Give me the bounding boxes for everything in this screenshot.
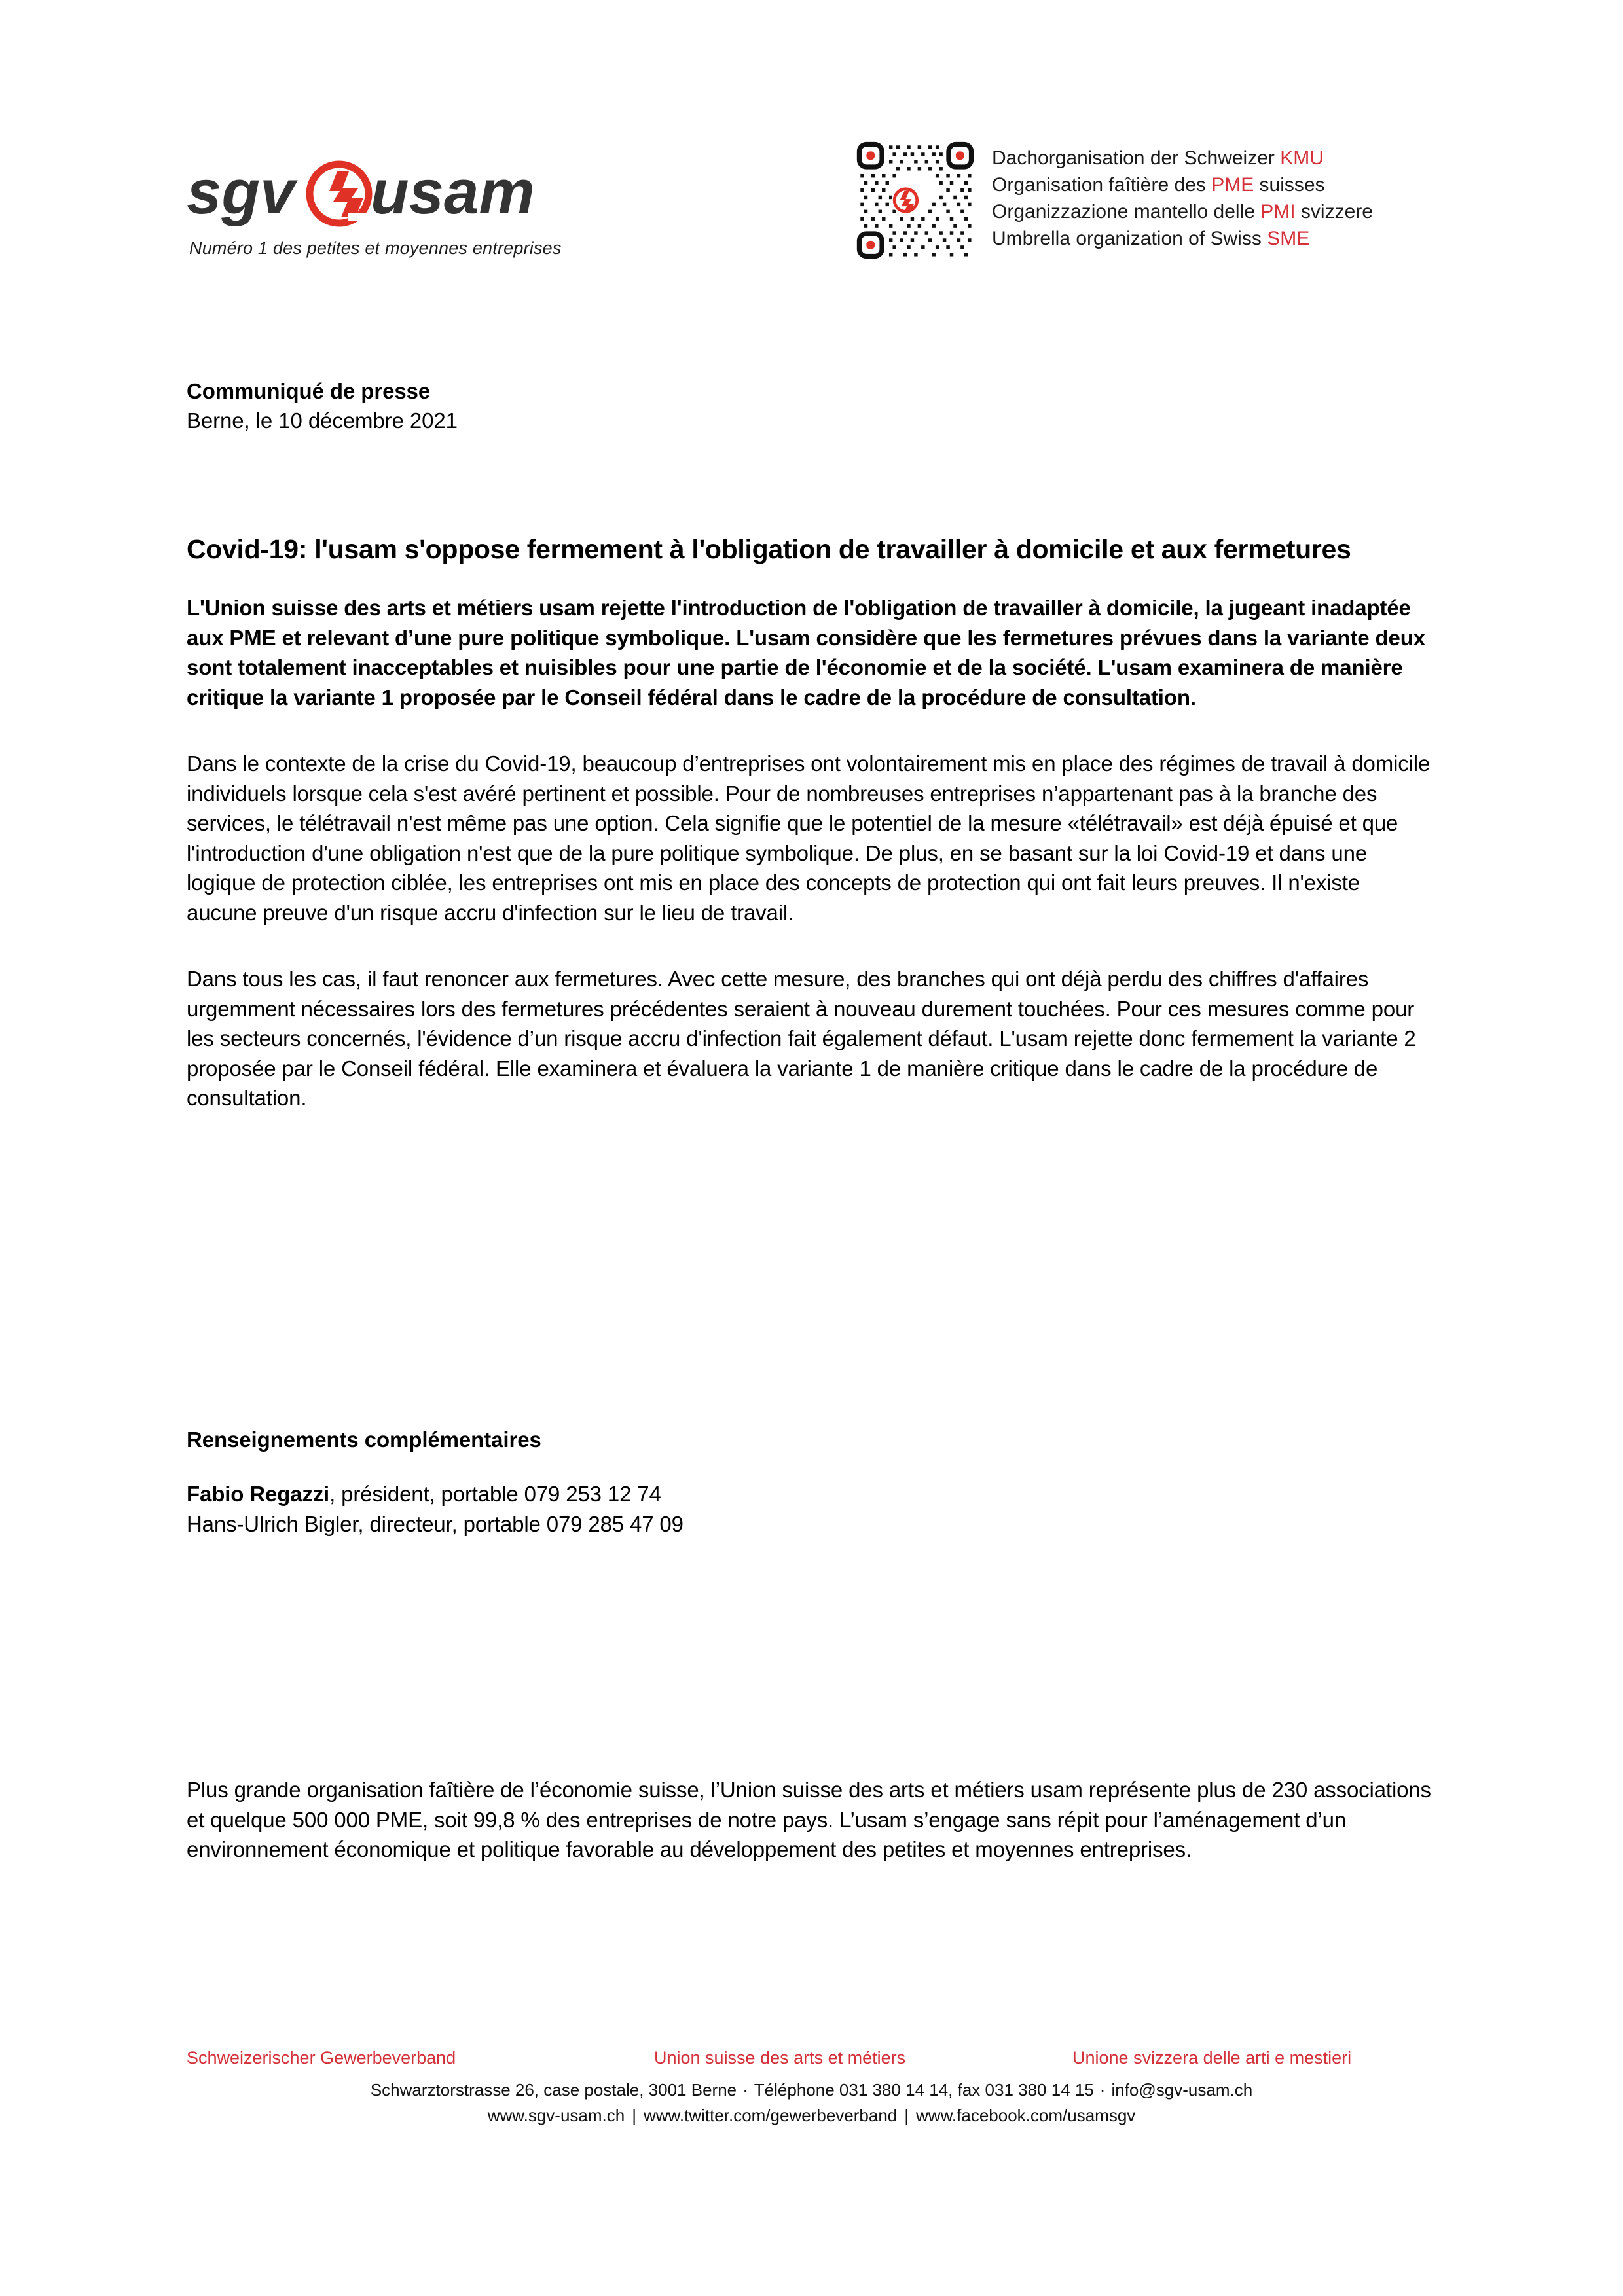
footer-org-it: Unione svizzera delle arti e mestieri	[1072, 2048, 1352, 2068]
page-title: Covid-19: l'usam s'oppose fermement à l'obligation de travailler à domicile et aux fermetures	[187, 534, 1351, 564]
footer-link-twitter[interactable]: www.twitter.com/gewerbeverband	[643, 2106, 898, 2125]
brand-line-en-text: Umbrella organization of Swiss	[992, 228, 1267, 249]
document-type-label: Communiqué de presse	[187, 379, 431, 403]
brand-line-it-tail: svizzere	[1295, 201, 1373, 223]
footer-contact-line	[0, 2077, 1623, 2103]
footer-link-facebook[interactable]: www.facebook.com/usamsgv	[916, 2106, 1136, 2125]
boilerplate-text: Plus grande organisation faîtière de l’économie suisse, l’Union suisse des arts et métiers usam représente plus de 230 associations et quelque 500 000 PME, soit 99,8 % des entreprises de notre pays. L’usam s’engage sans répit pour l’aménagement d’un environnement économique et politique favorable au développement des petites et moyennes entreprises.	[187, 1778, 1431, 1861]
footer-separator-2: ·	[1099, 2080, 1106, 2100]
brand-line-fr	[992, 171, 1373, 198]
qr-code-icon	[856, 141, 975, 260]
footer-address: Schwarztorstrasse 26, case postale, 3001 Berne	[370, 2080, 737, 2100]
brand-line-de-text: Dachorganisation der Schweizer	[992, 147, 1281, 169]
svg-text:usam: usam	[371, 157, 535, 227]
brand-line-fr-text: Organisation faîtière des	[992, 174, 1212, 196]
usam-logo	[187, 157, 645, 259]
footer-phone: Téléphone 031 380 14 14, fax 031 380 14 15	[754, 2080, 1094, 2100]
footer-org-de: Schweizerischer Gewerbeverband	[187, 2048, 456, 2068]
footer-link-separator-2: |	[904, 2106, 909, 2125]
lead-paragraph: L'Union suisse des arts et métiers usam rejette l'introduction de l'obligation de travailler à domicile, la jugeant inadaptée aux PME et relevant d’une pure politique symbolique. L'usam considère que les fermetures prévues dans la variante deux sont totalement inacceptables et nuisibles pour une partie de l'économie et de la société. L'usam examinera de manière critique la variante 1 proposée par le Conseil fédéral dans le cadre de la procédure de consultation.	[187, 596, 1425, 709]
usam-emblem-icon	[310, 164, 378, 223]
contact-president-details: , président, portable 079 253 12 74	[329, 1482, 661, 1506]
body-paragraph-2: Dans tous les cas, il faut renoncer aux fermetures. Avec cette mesure, des branches qui ont déjà perdu des chiffres d'affaires urgemment nécessaires lors des fermetures précédentes seraient à nouveau durement touchées. Pour ces mesures comme pour les secteurs concernés, l'évidence d’un risque accru d'infection fait également défaut. L'usam rejette donc fermement la variante 2 proposée par le Conseil fédéral. Elle examinera et évaluera la variante 1 de manière critique dans le cadre de la procédure de consultation.	[187, 967, 1416, 1110]
organization-boilerplate	[187, 1775, 1434, 1865]
page-footer	[0, 2046, 1623, 2128]
svg-text:sgv: sgv	[187, 157, 295, 227]
brand-line-it	[992, 198, 1373, 225]
page-header	[187, 141, 1446, 285]
brand-line-en-highlight: SME	[1267, 228, 1310, 249]
footer-separator-1: ·	[742, 2080, 748, 2100]
brand-line-en	[992, 225, 1373, 252]
contact-president	[187, 1479, 1234, 1509]
footer-org-fr: Union suisse des arts et métiers	[654, 2048, 906, 2068]
contact-director-details: Hans-Ulrich Bigler, directeur, portable 079 285 47 09	[187, 1511, 684, 1536]
footer-organization-names	[187, 2046, 1436, 2073]
brand-line-fr-tail: suisses	[1254, 174, 1325, 196]
contact-president-name: Fabio Regazzi	[187, 1482, 330, 1506]
brand-line-it-highlight: PMI	[1260, 201, 1296, 223]
brand-line-it-text: Organizzazione mantello delle	[992, 201, 1261, 223]
brand-line-fr-highlight: PME	[1211, 174, 1254, 196]
contact-director	[187, 1509, 1234, 1539]
sgv-usam-wordmark-icon	[187, 157, 593, 229]
body-paragraph-1: Dans le contexte de la crise du Covid-19, beaucoup d’entreprises ont volontairement mis en place des régimes de travail à domicile individuels lorsque cela s'est avéré pertinent et possible. Pour de nombreuses entreprises n’appartenant pas à la branche des services, le télétravail n'est même pas une option. Cela signifie que le potentiel de la mesure «télétravail» est déjà épuisé et que l'introduction d'une obligation n'est que de la pure politique symbolique. De plus, en se basant sur la loi Covid-19 et dans une logique de protection ciblée, les entreprises ont mis en place des concepts de protection qui ont fait leurs preuves. Il n'existe aucune preuve d'un risque accru d'infection sur le lieu de travail.	[187, 751, 1431, 925]
document-meta	[187, 376, 1169, 435]
qr-center-emblem-icon	[892, 186, 921, 215]
brand-taglines	[992, 141, 1373, 252]
brand-line-de	[992, 145, 1373, 171]
brand-line-de-highlight: KMU	[1280, 147, 1324, 169]
dateline: Berne, le 10 décembre 2021	[187, 408, 458, 433]
article-body	[187, 531, 1434, 1113]
logo-tagline: Numéro 1 des petites et moyennes entreprises	[189, 238, 562, 258]
footer-links-line	[0, 2103, 1623, 2128]
contacts-section	[187, 1425, 1234, 1539]
footer-link-website[interactable]: www.sgv-usam.ch	[487, 2106, 625, 2125]
brand-block	[856, 141, 1373, 260]
footer-email[interactable]: info@sgv-usam.ch	[1111, 2080, 1253, 2100]
footer-link-separator-1: |	[632, 2106, 636, 2125]
contacts-heading: Renseignements complémentaires	[187, 1427, 541, 1452]
